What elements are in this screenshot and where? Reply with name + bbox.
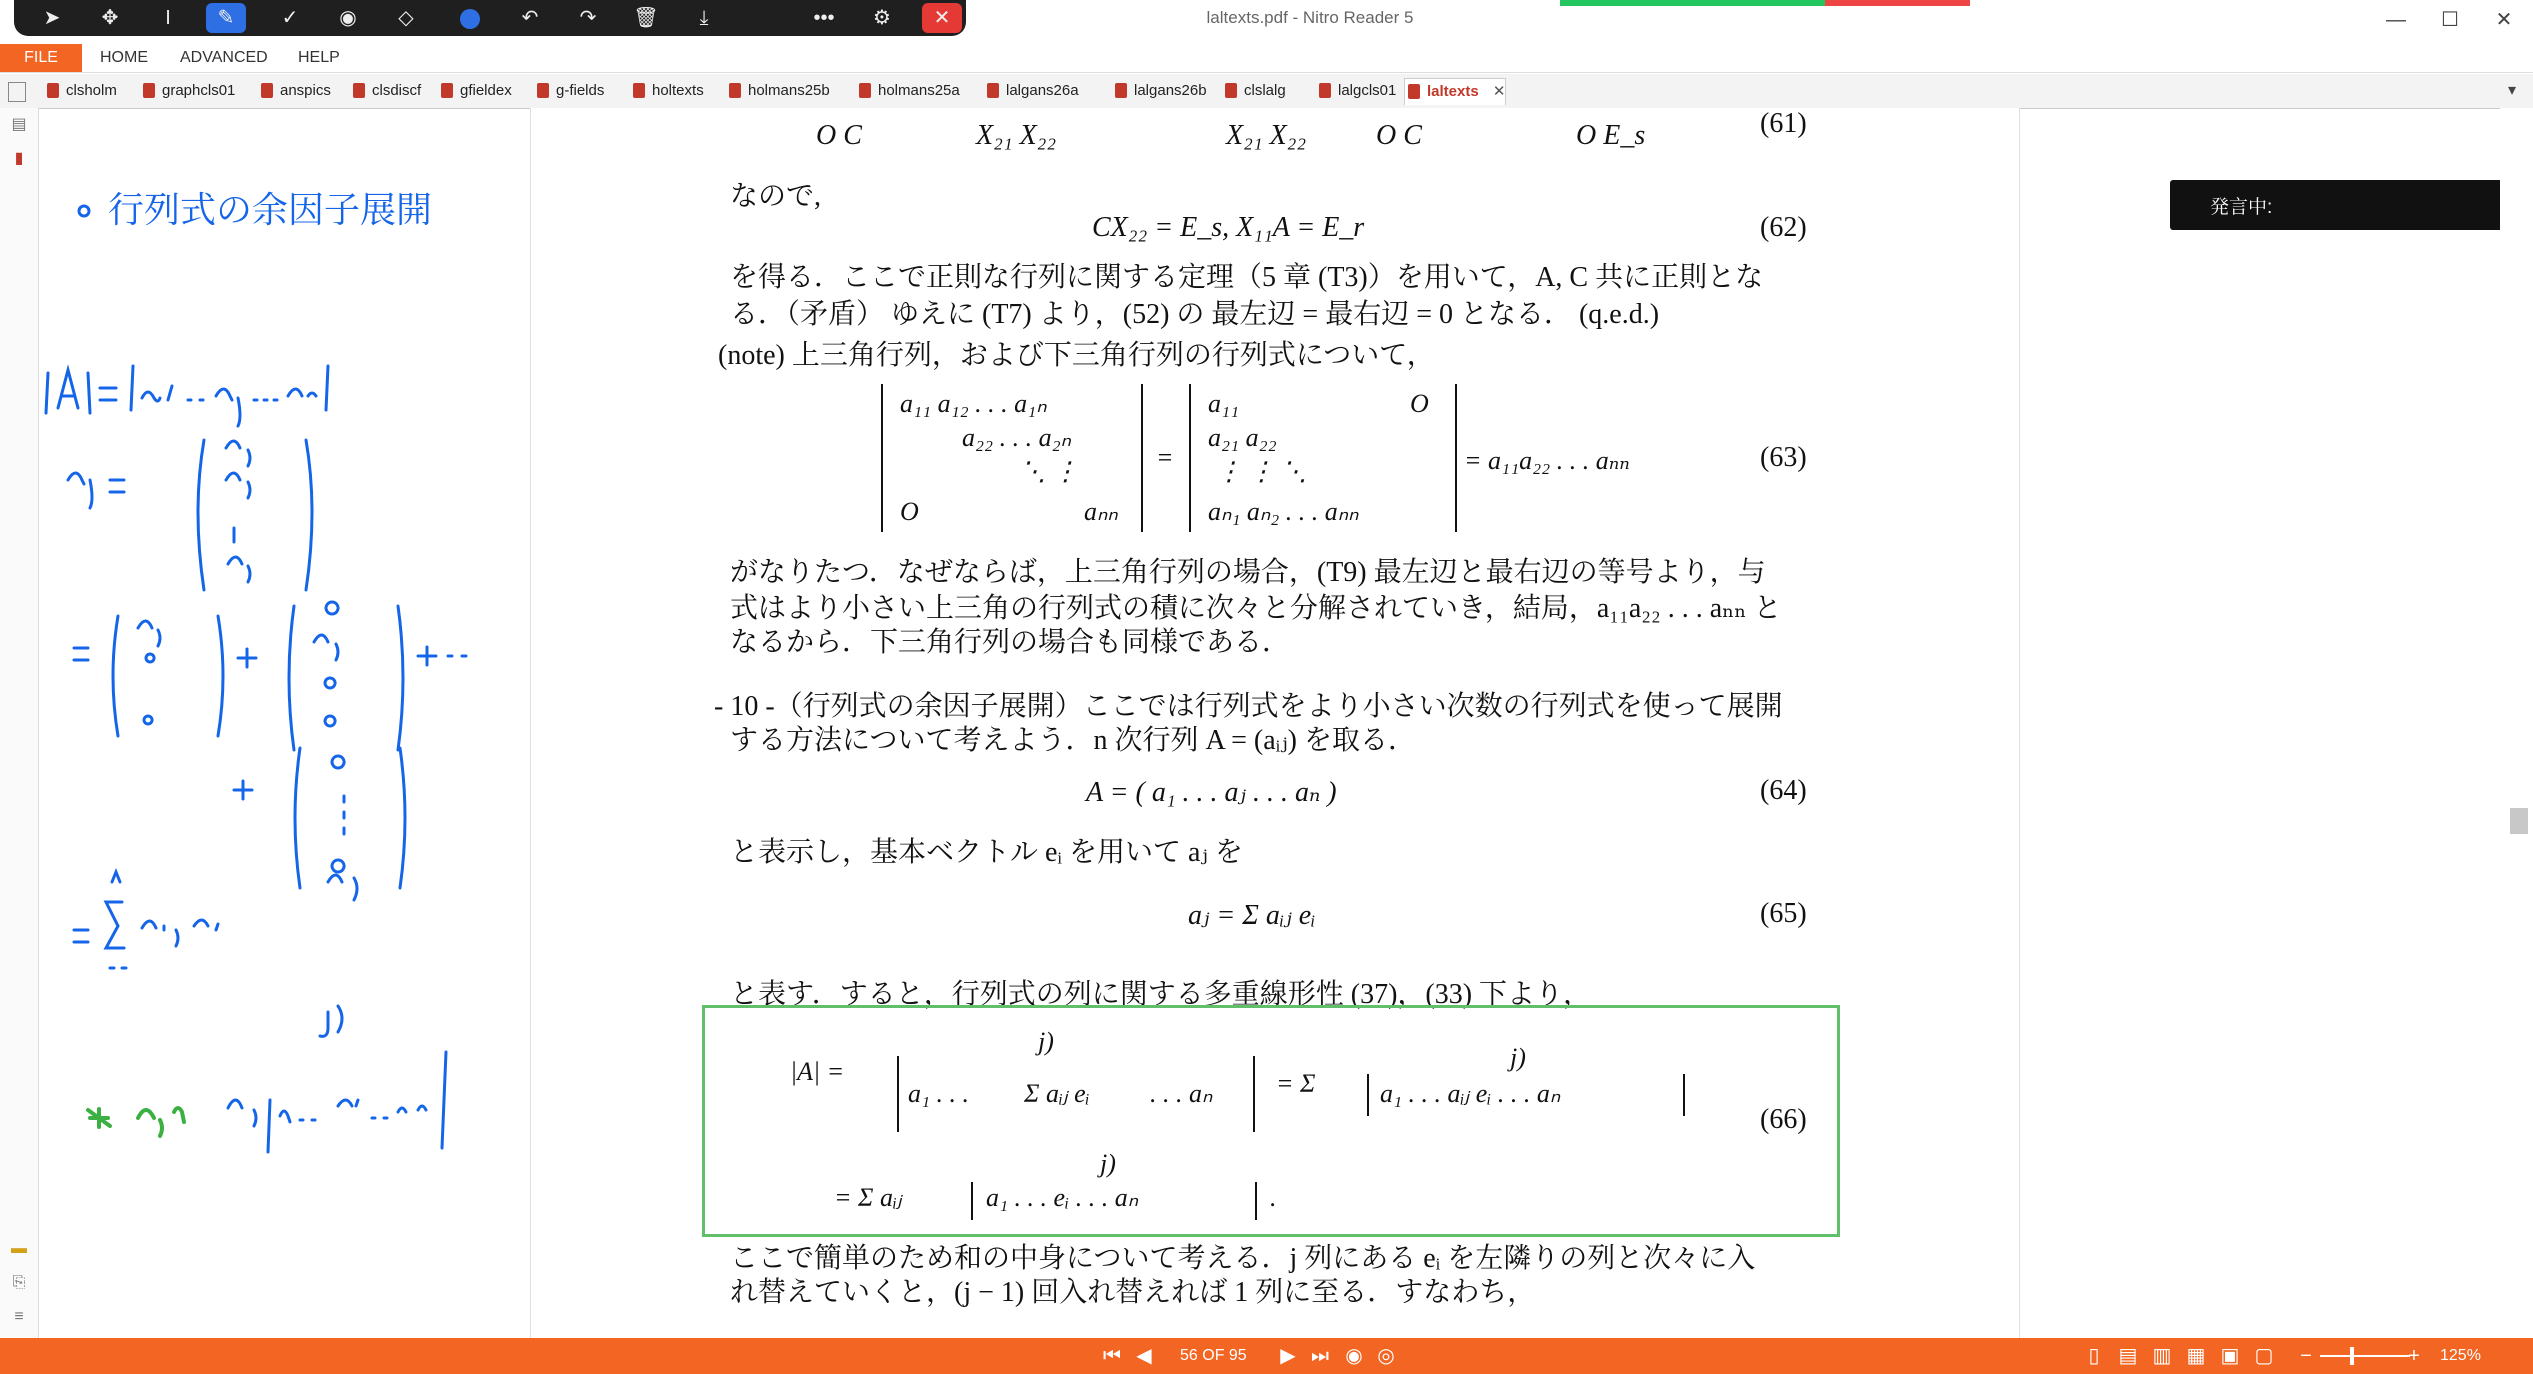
section10-line1: - 10 -（行列式の余因子展開）ここでは行列式をより小さい次数の行列式を使って展開 [714, 691, 1783, 722]
tab-clslalg[interactable] [1222, 78, 1286, 104]
tab-g-fields[interactable] [534, 78, 604, 104]
maximize-button[interactable]: ☐ [2441, 9, 2459, 31]
svg-text:j): j) [1038, 1027, 1054, 1056]
left-panel-rail [0, 108, 39, 1338]
tab-label: holmans25b [748, 82, 830, 99]
pdf-icon [1319, 83, 1331, 98]
tab-label: holmans25a [878, 82, 960, 99]
tab-label: clsdiscf [372, 82, 422, 99]
svg-text:O C: O C [1376, 120, 1422, 151]
profile-icon[interactable]: ⚙ [873, 7, 891, 29]
equation-66 [780, 1012, 1720, 1227]
pen-icon[interactable]: ✎ [206, 3, 246, 33]
pointer-icon[interactable]: ➤ [43, 7, 61, 29]
pages-icon[interactable]: ▤ [11, 116, 27, 133]
equation-62: CX₂₂ = E_s, X₁₁A = E_r [1092, 212, 1365, 243]
svg-text:a₁ . . . aᵢⱼ eᵢ . . .: a₁ . . . aᵢⱼ eᵢ . . . aₙ [1380, 1079, 1561, 1108]
attachments-icon[interactable]: ⎘ [12, 1274, 26, 1291]
eraser-icon[interactable]: ◇ [398, 7, 414, 29]
pdf-icon [47, 83, 59, 98]
equation-number-65: (65) [1760, 898, 1807, 929]
tab-label: lalgans26b [1134, 82, 1207, 99]
undo-icon[interactable]: ↶ [521, 7, 539, 29]
more-icon[interactable]: ••• [813, 7, 835, 29]
pdf-icon [441, 83, 453, 98]
status-bar [0, 1338, 2533, 1374]
text-nanode: なので, [730, 181, 822, 212]
svg-text:|A| =: |A| = [790, 1057, 845, 1086]
tab-laltexts[interactable] [1404, 78, 1506, 105]
pdf-icon [859, 83, 871, 98]
svg-text:= Σ: = Σ [1276, 1069, 1316, 1098]
stamp-icon[interactable]: ◉ [339, 7, 357, 29]
layers-icon[interactable]: ≡ [14, 1308, 24, 1325]
tab-label: clslalg [1244, 82, 1286, 99]
comments-icon[interactable]: ▬ [11, 1240, 27, 1257]
para1-line2: る．（矛盾） ゆえに (T7) より，(52) の 最左辺 = 最右辺 = 0 となる． (q.e.d.) [730, 299, 1660, 330]
pdf-icon [729, 83, 741, 98]
tab-label: g-fields [556, 82, 605, 99]
tab-list-icon[interactable] [8, 82, 26, 102]
text-basis: と表示し，基本ベクトル eᵢ を用いて aⱼ を [730, 837, 1243, 868]
zoom-level[interactable]: 125% [2440, 1347, 2481, 1364]
last-page-icon[interactable]: ⏭ [1311, 1345, 1329, 1367]
svg-text:X₂₁ X₂₂: X₂₁ X₂₂ [1226, 120, 1307, 151]
equation-63-matrices [870, 380, 1510, 540]
svg-text:O C: O C [816, 120, 862, 151]
tab-label: lalgans26a [1006, 82, 1079, 99]
tab-anspics[interactable] [258, 78, 331, 104]
note-line: (note) 上三角行列，および下三角行列の行列式について， [718, 340, 1435, 371]
color-dot-icon[interactable] [450, 3, 490, 33]
zoom-in-icon[interactable]: + [2408, 1345, 2420, 1367]
meeting-progress-red [1825, 0, 1970, 6]
svg-text:O: O [900, 497, 919, 526]
pdf-icon [633, 83, 645, 98]
move-icon[interactable]: ✥ [101, 7, 119, 29]
svg-text:a₂₂ . . . a₂ₙ: a₂₂ . . . a₂ₙ [962, 423, 1071, 452]
svg-text:j): j) [1510, 1043, 1526, 1072]
tab-label: clsholm [66, 82, 117, 99]
pdf-icon [1115, 83, 1127, 98]
tab-graphcls01[interactable] [140, 78, 235, 104]
meeting-progress-green [1560, 0, 1825, 6]
next-page-icon[interactable]: ▶ [1280, 1345, 1296, 1367]
document-tab-bar [0, 74, 2533, 109]
tab-lalgans26a[interactable] [984, 78, 1079, 104]
tab-overflow-icon[interactable]: ▾ [2508, 82, 2517, 99]
menu-file[interactable]: FILE [0, 44, 82, 72]
svg-text:= Σ aᵢⱼ: = Σ aᵢⱼ [834, 1183, 902, 1212]
close-icon[interactable]: ✕ [922, 3, 962, 33]
svg-text:. . . aₙ: . . . aₙ [1150, 1079, 1213, 1108]
trash-icon[interactable]: 🗑 [633, 7, 659, 29]
download-icon[interactable]: ⤓ [699, 7, 709, 29]
pdf-icon [261, 83, 273, 98]
svg-text:a₂₁ a₂₂: a₂₁ a₂₂ [1208, 423, 1277, 452]
svg-text:a₁₁ a₁₂ . . . a₁ₙ: a₁₁ a₁₂ . . . a₁ₙ [900, 389, 1047, 418]
zoom-slider-handle[interactable] [2350, 1347, 2354, 1365]
equation-number-64: (64) [1760, 775, 1807, 806]
para2-line3: なるから．下三角行列の場合も同様である． [730, 627, 1291, 658]
para1-line1: を得る．ここで正則な行列に関する定理（5 章 (T3)）を用いて，A, C 共に正則とな [730, 262, 1764, 293]
minimize-button[interactable]: — [2386, 9, 2406, 31]
bookmark-icon[interactable]: ▮ [14, 150, 24, 167]
pdf-icon [353, 83, 365, 98]
para3-line2: れ替えていくと，(j − 1) 回入れ替えれば 1 列に至る．すなわち， [730, 1277, 1536, 1308]
tab-label: laltexts [1427, 83, 1479, 100]
svg-text:O E_s: O E_s [1576, 120, 1646, 151]
window-title: laltexts.pdf - Nitro Reader 5 [1206, 8, 1414, 27]
forward-icon[interactable]: ◎ [1377, 1345, 1395, 1367]
back-icon[interactable]: ◉ [1345, 1345, 1363, 1367]
tab-gfieldex[interactable] [438, 78, 512, 104]
single-page-icon[interactable]: ▯ [2088, 1345, 2100, 1367]
equation-63-rhs: = a₁₁a₂₂ . . . aₙₙ [1464, 446, 1630, 475]
section10-line2: する方法について考えよう．n 次行列 A = (aᵢⱼ) を取る． [730, 725, 1416, 756]
annotation-toolbar [14, 0, 966, 36]
pdf-icon [987, 83, 999, 98]
continuous-icon[interactable]: ▤ [2118, 1345, 2138, 1367]
check-icon[interactable]: ✓ [281, 7, 299, 29]
svg-text:⋮ ⋮ ⋱: ⋮ ⋮ ⋱ [1216, 457, 1307, 486]
tab-lalgans26b[interactable] [1112, 78, 1207, 104]
pdf-icon [1225, 83, 1237, 98]
svg-text:=: = [1156, 443, 1174, 472]
two-continuous-icon[interactable]: ▦ [2186, 1345, 2206, 1367]
tab-holmans25b[interactable] [726, 78, 830, 104]
handwritten-heading: 行列式の余因子展開 [108, 190, 433, 231]
pdf-icon [1408, 84, 1420, 99]
tab-label: holtexts [652, 82, 704, 99]
para2-line1: がなりたつ．なぜならば，上三角行列の場合，(T9) 最左辺と最右辺の等号より，与 [730, 557, 1766, 588]
pdf-icon [143, 83, 155, 98]
menu-home[interactable]: HOME [100, 49, 148, 66]
fit-icon[interactable]: ▣ [2220, 1345, 2240, 1367]
handwritten-notes [38, 108, 558, 1338]
prev-page-icon[interactable]: ◀ [1136, 1345, 1152, 1367]
svg-text:⋱ ⋮: ⋱ ⋮ [1020, 457, 1079, 486]
svg-text:X₂₁ X₂₂: X₂₁ X₂₂ [976, 120, 1057, 151]
tab-holmans25a[interactable] [856, 78, 960, 104]
tab-lalgcls01[interactable] [1316, 78, 1396, 104]
svg-text:a₁ . . .: a₁ . . . [908, 1079, 970, 1108]
text-multilinear: と表す．すると，行列式の列に関する多重線形性 (37)，(33) 下より， [730, 979, 1592, 1010]
equation-number-62: (62) [1760, 212, 1807, 243]
menu-advanced[interactable]: ADVANCED [180, 49, 268, 66]
close-window-button[interactable]: ✕ [2495, 9, 2513, 31]
text-cursor-icon[interactable]: I [165, 7, 171, 29]
equation-64: A = ( a₁ . . . aⱼ . . . aₙ ) [1086, 777, 1337, 808]
tab-label: anspics [280, 82, 331, 99]
equation-number-66: (66) [1760, 1104, 1807, 1135]
equation-65: aⱼ = Σ aᵢⱼ eᵢ [1188, 900, 1316, 931]
two-page-icon[interactable]: ▥ [2152, 1345, 2172, 1367]
para3-line1: ここで簡単のため和の中身について考える．j 列にある eᵢ を左隣りの列と次々に入 [730, 1243, 1756, 1274]
redo-icon[interactable]: ↷ [579, 7, 597, 29]
zoom-slider[interactable] [2320, 1355, 2410, 1357]
svg-text:a₁₁: a₁₁ [1208, 389, 1240, 418]
menu-bar [0, 44, 2533, 73]
svg-text:O: O [1410, 389, 1429, 418]
zoom-out-icon[interactable]: − [2300, 1345, 2312, 1367]
vertical-scrollbar[interactable] [2500, 108, 2533, 1338]
tab-clsdiscf[interactable] [350, 78, 421, 104]
page-counter[interactable]: 56 OF 95 [1180, 1347, 1247, 1364]
speaking-label: 発言中: [2210, 197, 2273, 218]
tab-clsholm[interactable] [44, 78, 117, 104]
first-page-icon[interactable]: ⏮ [1103, 1345, 1121, 1367]
tab-label: graphcls01 [162, 82, 236, 99]
scrollbar-thumb[interactable] [2510, 808, 2528, 834]
eq61-fragment [806, 108, 1706, 156]
svg-text:a₁ . . . eᵢ . . . aₙ: a₁ . . . eᵢ . . . aₙ [986, 1183, 1139, 1212]
tab-label: lalgcls01 [1338, 82, 1397, 99]
svg-text:.: . [1270, 1183, 1277, 1212]
para2-line2: 式はより小さい上三角の行列式の積に次々と分解されていき，結局，a₁₁a₂₂ . . . aₙₙ と [730, 593, 1782, 624]
svg-text:j): j) [1100, 1149, 1116, 1178]
tab-holtexts[interactable] [630, 78, 704, 104]
fullscreen-icon[interactable]: ▢ [2254, 1345, 2274, 1367]
equation-number-63: (63) [1760, 442, 1807, 473]
menu-help[interactable]: HELP [298, 49, 340, 66]
tab-label: gfieldex [460, 82, 512, 99]
tab-close-icon[interactable]: ✕ [1488, 83, 1506, 100]
svg-text:aₙₙ: aₙₙ [1084, 497, 1118, 526]
svg-text:Σ aᵢⱼ eᵢ: Σ aᵢⱼ eᵢ [1024, 1079, 1090, 1108]
pdf-icon [537, 83, 549, 98]
equation-number-61: (61) [1760, 108, 1807, 139]
svg-text:aₙ₁ aₙ₂ . . . aₙₙ: aₙ₁ aₙ₂ . . . aₙₙ [1208, 497, 1359, 526]
